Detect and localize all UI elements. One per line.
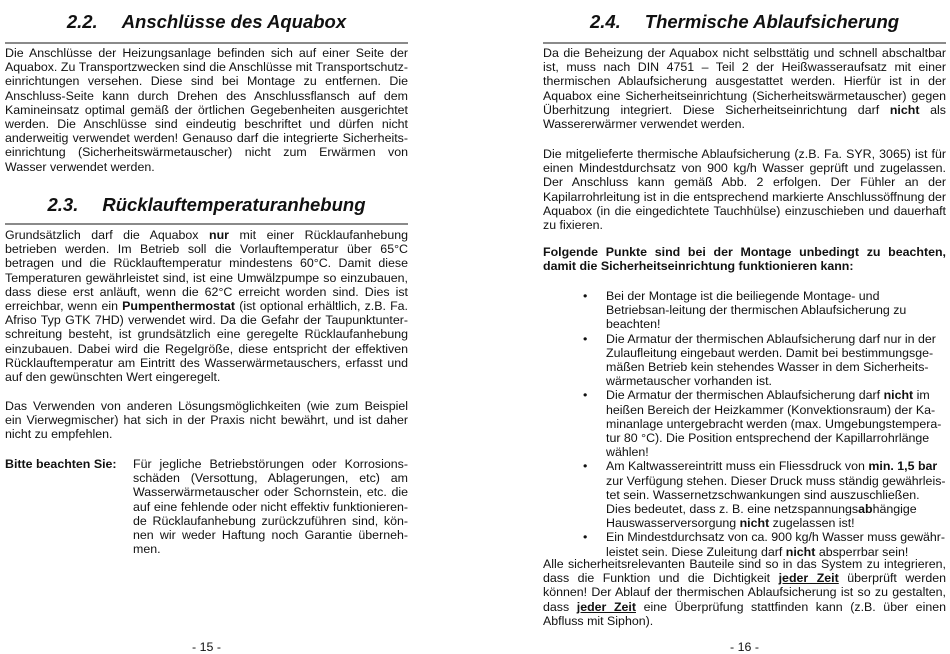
safety-checklist: [543, 289, 946, 559]
bullet-icon: •: [583, 530, 588, 545]
page-16: [543, 0, 946, 653]
bullet-icon: •: [583, 388, 588, 403]
section-2-3-heading: [5, 194, 408, 216]
section-2-3-paragraph-2: Das Verwenden von anderen Lösungsmöglichkeiten (wie zum Beispiel ein Vierwegmischer) hat sich in der Praxis nicht bewährt, und ist daher nicht zu empfehlen.: [5, 399, 408, 442]
heading-rule: [5, 42, 408, 44]
section-2-4-important-note: Folgende Punkte sind bei der Montage unbedingt zu beachten, damit die Sicherheitseinrichtung funktionieren kann:: [543, 245, 946, 274]
list-item: • Die Armatur der thermischen Ablaufsicherung darf nur in der Zulaufleitung eingebaut werden. Damit bei bestimmungsge-mäßen Betrieb kein stehendes Wasser in dem Sicherheits-wärmetauscher vorhanden ist.: [583, 331, 936, 389]
notice-block: [5, 457, 408, 556]
list-item: • Am Kaltwassereintritt muss ein Fliessdruck von min. 1,5 bar zur Verfügung stehen. Dieser Druck muss ständig gewährleis-tet sein. Wassernetzschwankungen sind auszuschließen. Dies bedeutet, dass z. B. eine netzspannungsabhängige Hauswasserversorgung nicht zugelassen ist!: [583, 459, 946, 531]
bullet-icon: •: [583, 459, 588, 474]
page-number: - 16 -: [730, 640, 759, 654]
heading-rule: [543, 42, 946, 44]
section-2-2-paragraph: Die Anschlüsse der Heizungsanlage befinden sich auf einer Seite der Aquabox. Zu Transportzwecken sind die Anschlüsse mit Transportschutz-einrichtungen versehen. Diese sind bei Montage zu entfernen. Die Anschluss-Seite kann durch Drehen des Anschlussflansch auf dem Kamineinsatz optimal gemäß der örtlichen Gegebenheiten ausgerichtet werden. Die Anschlüsse sind eindeutig beschriftet und dürfen nicht anderweitig verwendet werden! Genauso darf die integrierte Sicherheits-einrichtung (Sicherheitswärmetauscher) nicht zum Erwärmen von Wasser verwendet werden.: [5, 46, 408, 174]
notice-text: Für jegliche Betriebstörungen oder Korrosions-schäden (Versottung, Ablagerungen, etc) am Wasserwärmetauscher oder Schornstein, etc. die auf eine fehlende oder nicht effektiv funktionieren-de Rücklaufanhebung zurückzuführen sind, kön-nen wir weder Haftung noch Garantie überneh-men.: [133, 457, 408, 557]
list-item: • Bei der Montage ist die beiliegende Montage- und Betriebsan-leitung der thermischen Ablaufsicherung zu beachten!: [583, 289, 907, 332]
bullet-icon: •: [583, 289, 588, 303]
page-number: - 15 -: [192, 640, 221, 654]
list-item: • Ein Mindestdurchsatz von ca. 900 kg/h Wasser muss gewähr-leistet sein. Diese Zuleitung darf nicht absperrbar sein!: [583, 530, 946, 559]
list-item: • Die Armatur der thermischen Ablaufsicherung darf nicht im heißen Bereich der Heizkammer (Konvektionsraum) der Ka-minanlage untergebracht werden (max. Umgebungstempera-tur 80 °C). Die Position entsprechend der Kapillarrohrlänge wählen!: [583, 388, 942, 460]
page-15: [5, 0, 408, 653]
heading-rule: [5, 223, 408, 225]
section-2-2-heading: [5, 11, 408, 33]
notice-label: Bitte beachten Sie:: [5, 457, 117, 471]
section-2-4-paragraph-4: Alle sicherheitsrelevanten Bauteile sind so in das System zu integrieren, dass die Funktion und die Dichtigkeit jeder Zeit überprüft werden können! Der Ablauf der thermischen Ablaufsicherung ist so zu gestalten, dass jeder Zeit eine Überprüfung stattfinden kann (z.B. über einen Abfluss mit Siphon).: [543, 557, 946, 628]
heading-2-4: 2.4. Thermische Ablaufsicherung: [589, 11, 900, 32]
section-2-4-paragraph-2: Die mitgelieferte thermische Ablaufsicherung (z.B. Fa. SYR, 3065) ist für einen Mindestdurchsatz von 900 kg/h Wasser geprüft und zugelassen. Der Anschluss kann gemäß Abb. 2 erfolgen. Der Fühler an der Kapilarrohrleitung ist in die entsprechend markierte Anschlussöffnung der Aquabox (in die eingedichtete Tauchhülse) einzuschieben und dauerhaft zu fixieren.: [543, 147, 946, 233]
bullet-icon: •: [583, 331, 588, 346]
section-2-3-paragraph-1: Grundsätzlich darf die Aquabox nur mit einer Rücklaufanhebung betrieben werden. Im Betrieb soll die Vorlauftemperatur über 65°C betragen und die Rücklauftemperatur mindestens 60°C. Damit diese Temperaturen gewährleistet sind, ist eine Umwälzpumpe so einzubauen, dass diese erst anläuft, wenn die 62°C erreicht worden sind. Dies ist erreichbar, wenn ein Pumpenthermostat (ist optional erhältlich, z.B. Fa. Afriso Typ GTK 7HD) verwendet wird. Da die Gefahr der Taupunktunter-schreitung besteht, ist grundsätzlich eine geregelte Rücklaufanhebung einzubauen. Dabei wird die Regelgröße, diese entspricht der effektiven Rücklauftemperatur am Eintritt des Wasserwärmetauschers, erfasst und auf den gewünschten Wert eingeregelt.: [5, 228, 408, 385]
section-2-4-paragraph-1: Da die Beheizung der Aquabox nicht selbsttätig und schnell abschaltbar ist, muss nach DIN 4751 – Teil 2 der Heißwasseraufsatz mit einer thermischen Ablaufsicherung ausgestattet werden. Hierfür ist in der Aquabox eine Sicherheitseinrichtung (Sicherheitswärmetauscher) gegen Überhitzung integriert. Diese Sicherheitseinrichtung darf nicht als Wassererwärmer verwendet werden.: [543, 46, 946, 132]
section-2-4-heading: [543, 11, 946, 33]
heading-2-3: 2.3. Rücklauftemperaturanhebung: [47, 194, 366, 215]
heading-2-2: 2.2. Anschlüsse des Aquabox: [66, 11, 347, 32]
